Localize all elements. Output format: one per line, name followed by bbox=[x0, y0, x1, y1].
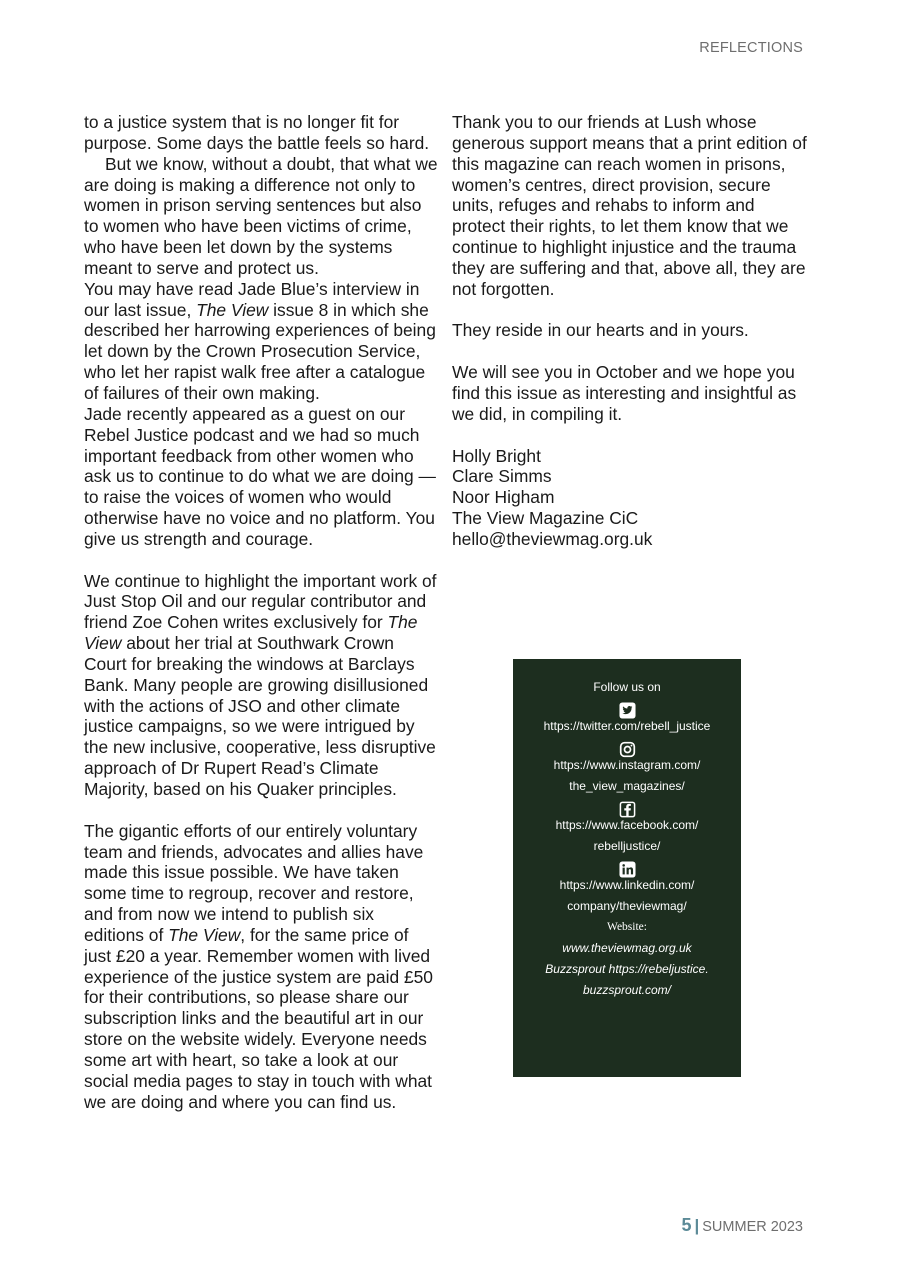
signature-name: Holly Bright bbox=[452, 445, 541, 466]
follow-title: Follow us on bbox=[593, 680, 661, 694]
issue-label: SUMMER 2023 bbox=[702, 1219, 803, 1235]
paragraph: But we know, without a doubt, that what we are doing is making a difference not only to women in prison serving sentences but also to women who have been victims of crime, who have been let down by the systems meant to serve and protect us. bbox=[84, 153, 438, 278]
paragraph: Jade recently appeared as a guest on our Rebel Justice podcast and we had so much important feedback from other women who ask us to continue to do what we are doing — to raise the voices of women who would otherwise have no voice and no platform. You give us strength and courage. bbox=[84, 403, 436, 549]
footer-separator: | bbox=[694, 1216, 700, 1235]
magazine-title: The View bbox=[168, 924, 241, 945]
paragraph: We continue to highlight the important work of Just Stop Oil and our regular contributor and friend Zoe Cohen writes exclusively for The View about her trial at Southwark Crown Court for breaking the windows at Barclays Bank. Many people are growing disillusioned with the actions of JSO and other climate justice campaigns, so we were intrigued by the new inclusive, cooperative, less disruptive approach of Dr Rupert Read’s Climate Majority, based on his Quaker principles. bbox=[84, 570, 437, 799]
paragraph: Thank you to our friends at Lush whose generous support means that a print edition of this magazine can reach women in prisons, women’s centres, direct provision, secure units, refuges and rehabs to inform and protect their rights, to let them know that we continue to highlight injustice and the trauma they are suffering and that, above all, they are not forgotten. bbox=[452, 112, 807, 299]
left-column bbox=[84, 112, 438, 1113]
facebook-link[interactable]: rebelljustice/ bbox=[593, 839, 661, 853]
website-link[interactable]: www.theviewmag.org.uk bbox=[562, 941, 692, 955]
organisation-name: The View Magazine CiC bbox=[452, 508, 639, 529]
magazine-title: The View bbox=[196, 299, 269, 320]
instagram-link[interactable]: the_view_magazines/ bbox=[569, 779, 685, 793]
section-label: REFLECTIONS bbox=[699, 40, 803, 56]
paragraph: The gigantic efforts of our entirely voluntary team and friends, advocates and allies have made this issue possible. We have taken some time to regroup, recover and restore, and from now we intend to publish six editions of The View, for the same price of just £20 a year. Remember women with lived experience of the justice system are paid £50 for their contributions, so please share our subscription links and the beautiful art in our store on the website widely. Everyone needs some art with heart, so take a look at our social media pages to stay in touch with what we are doing and where you can find us. bbox=[84, 820, 433, 1112]
linkedin-link[interactable]: https://www.linkedin.com/ bbox=[559, 878, 695, 892]
buzzsprout-link[interactable]: Buzzsprout https://rebeljustice. bbox=[545, 962, 709, 976]
right-column bbox=[452, 112, 812, 550]
contact-email[interactable]: hello@theviewmag.org.uk bbox=[452, 528, 653, 549]
instagram-link[interactable]: https://www.instagram.com/ bbox=[553, 758, 701, 772]
signature-name: Clare Simms bbox=[452, 466, 552, 487]
paragraph: You may have read Jade Blue’s interview in our last issue, The View issue 8 in which she described her harrowing experiences of being let down by the Crown Prosecution Service, who let her rapist walk free after a catalogue of failures of their own making. bbox=[84, 278, 436, 403]
paragraph: We will see you in October and we hope you find this issue as interesting and insightful as we did, in compiling it. bbox=[452, 362, 797, 424]
page-number: 5 bbox=[681, 1215, 692, 1235]
paragraph: to a justice system that is no longer fit for purpose. Some days the battle feels so hard. bbox=[84, 112, 430, 153]
linkedin-link[interactable]: company/theviewmag/ bbox=[567, 899, 687, 913]
signature-block bbox=[452, 446, 812, 550]
follow-us-box bbox=[513, 659, 741, 1077]
paragraph: They reside in our hearts and in yours. bbox=[452, 320, 749, 341]
website-label: Website: bbox=[607, 921, 647, 933]
buzzsprout-link[interactable]: buzzsprout.com/ bbox=[582, 983, 672, 997]
facebook-link[interactable]: https://www.facebook.com/ bbox=[555, 818, 699, 832]
signature-name: Noor Higham bbox=[452, 487, 555, 508]
magazine-title: The View bbox=[84, 612, 418, 654]
twitter-link[interactable]: https://twitter.com/rebell_justice bbox=[543, 719, 711, 733]
page-footer bbox=[681, 1215, 803, 1236]
